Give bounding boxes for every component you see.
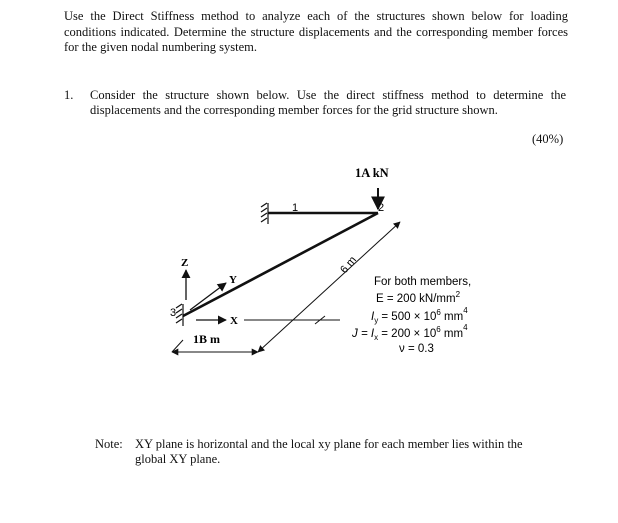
axis-label-y: Y [229,274,237,286]
question-weight: (40%) [532,132,564,146]
member-properties [351,276,471,355]
load-label: 1A kN [355,166,389,180]
property-nu: ν = 0.3 [399,343,434,355]
note-block [95,437,555,467]
fixed-support-node-3-icon [176,304,183,326]
properties-title: For both members, [374,276,472,288]
property-j: $J = I_x = 200 \times 10^6$ $mm^4$ [352,323,468,342]
question-text: Consider the structure shown below. Use the direct stiffness method to determine the displacements and the corresponding member forces for the grid structure shown. [90,88,566,117]
intro-paragraph: Use the Direct Stiffness method to analyze each of the structures shown below for loading conditions indicated. Determine the structure displacements and the corresponding member forces for the given nodal numbering system. [64,9,568,54]
node-label-2: 2 [378,202,385,214]
dimension-6m-label: 6 m [338,254,360,276]
property-e: E = 200 $kN/mm^2$ [376,290,461,305]
axis-label-x: X [230,315,238,327]
note-text: XY plane is horizontal and the local xy plane for each member lies within the global XY plane. [135,437,523,466]
question-number: 1. [64,88,74,102]
axis-label-z: Z [181,257,189,269]
node-label-3: 3 [170,307,177,319]
dimension-1b-label: 1B m [193,332,220,346]
property-iy: $I_y = 500 \times 10^6$ $mm^4$ [371,306,468,325]
note-label: Note: [95,437,123,451]
node-label-1: 1 [292,202,299,214]
dimension-1b-left-leg [172,340,183,352]
